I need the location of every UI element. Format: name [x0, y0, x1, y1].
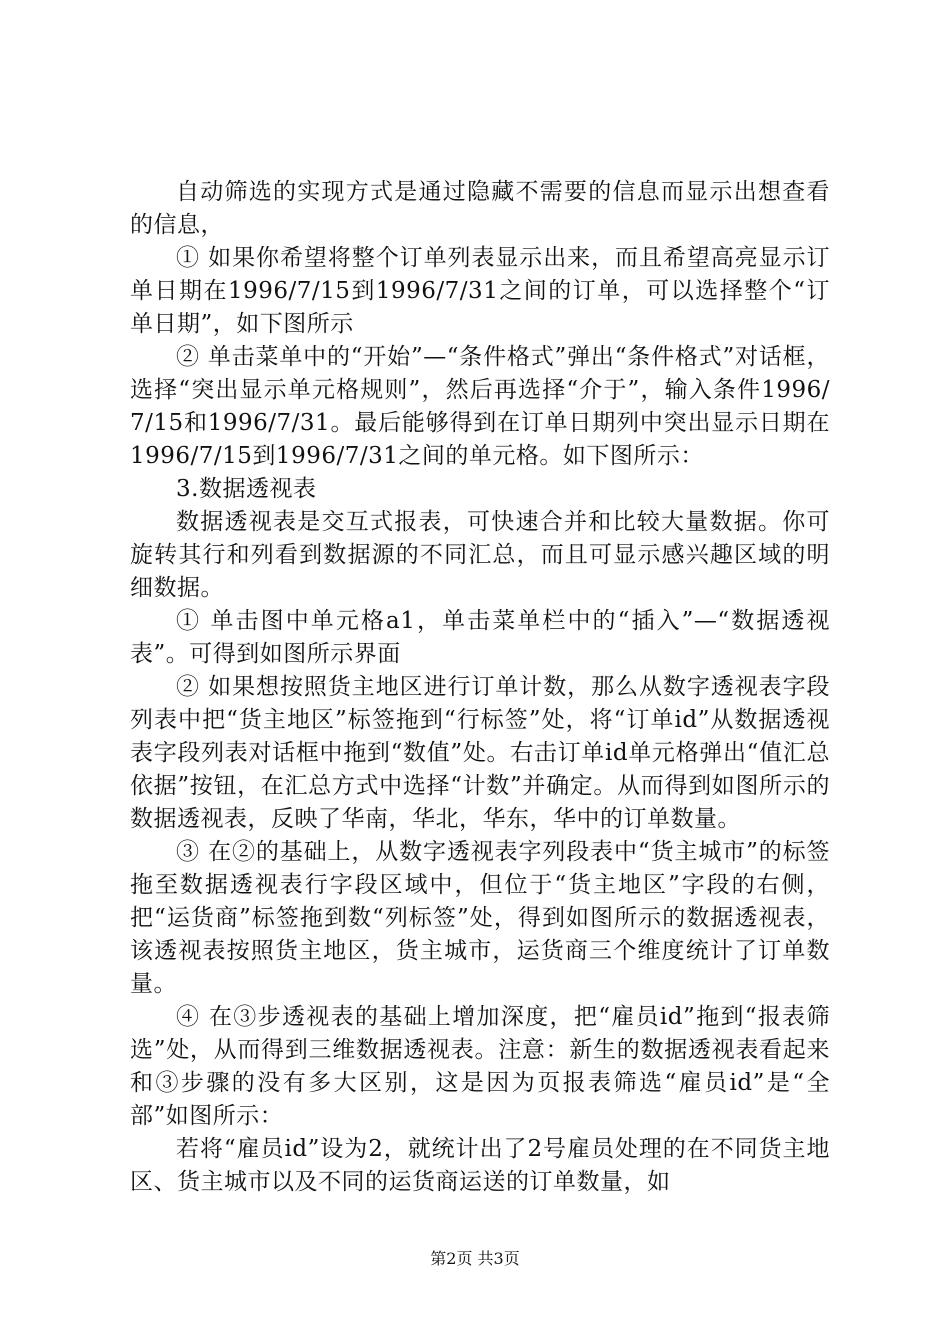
paragraph-pivot-step-3: ③ 在②的基础上，从数字透视表字列段表中“货主城市”的标签拖至数据透视表行字段区域中，但位于“货主地区”字段的右侧，把“运货商”标签拖到数“列标签”处，得到如图所示的数据透视表，该透视表按照货主地区，货主城市，运货商三个维度统计了订单数量。 — [130, 839, 830, 997]
paragraph-pivot-step-2: ② 如果想按照货主地区进行订单计数，那么从数字透视表字段列表中把“货主地区”标签拖到“行标签”处，将“订单id”从数据透视表字段列表对话框中拖到“数值”处。右击订单id单元格弹出“值汇总依据”按钮，在汇总方式中选择“计数”并确定。从而得到如图所示的数据透视表，反映了华南，华北，华东，华中的订单数量。 — [130, 674, 830, 832]
document-body — [130, 176, 830, 1199]
paragraph-pivot-intro: 数据透视表是交互式报表，可快速合并和比较大量数据。你可旋转其行和列看到数据源的不同汇总，而且可显示感兴趣区域的明细数据。 — [130, 509, 830, 601]
section-heading-pivot-table: 3.数据透视表 — [176, 476, 317, 502]
paragraph-pivot-step-4: ④ 在③步透视表的基础上增加深度，把“雇员id”拖到“报表筛选”处，从而得到三维数据透视表。注意：新生的数据透视表看起来和③步骤的没有多大区别，这是因为页报表筛选“雇员id”是“全部”如图所示： — [130, 1004, 830, 1129]
paragraph-autofilter-intro: 自动筛选的实现方式是通过隐藏不需要的信息而显示出想查看的信息， — [130, 179, 830, 238]
paragraph-pivot-step-1: ① 单击图中单元格a1，单击菜单栏中的“插入”—“数据透视表”。可得到如图所示界面 — [130, 608, 830, 667]
page-number-footer: 第2页 共3页 — [430, 1249, 520, 1268]
paragraph-step-2-conditional-format: ② 单击菜单中的“开始”—“条件格式”弹出“条件格式”对话框，选择“突出显示单元格规则”，然后再选择“介于”，输入条件1996/7/15和1996/7/31。最后能够得到在订单日期列中突出显示日期在1996/7/15到1996/7/31之间的单元格。如下图所示： — [130, 344, 830, 469]
paragraph-step-1-select-dates: ① 如果你希望将整个订单列表显示出来，而且希望高亮显示订单日期在1996/7/15到1996/7/31之间的订单，可以选择整个“订单日期”，如下图所示 — [130, 245, 830, 337]
paragraph-pivot-employee-filter: 若将“雇员id”设为2，就统计出了2号雇员处理的在不同货主地区、货主城市以及不同的运货商运送的订单数量，如 — [130, 1136, 830, 1195]
